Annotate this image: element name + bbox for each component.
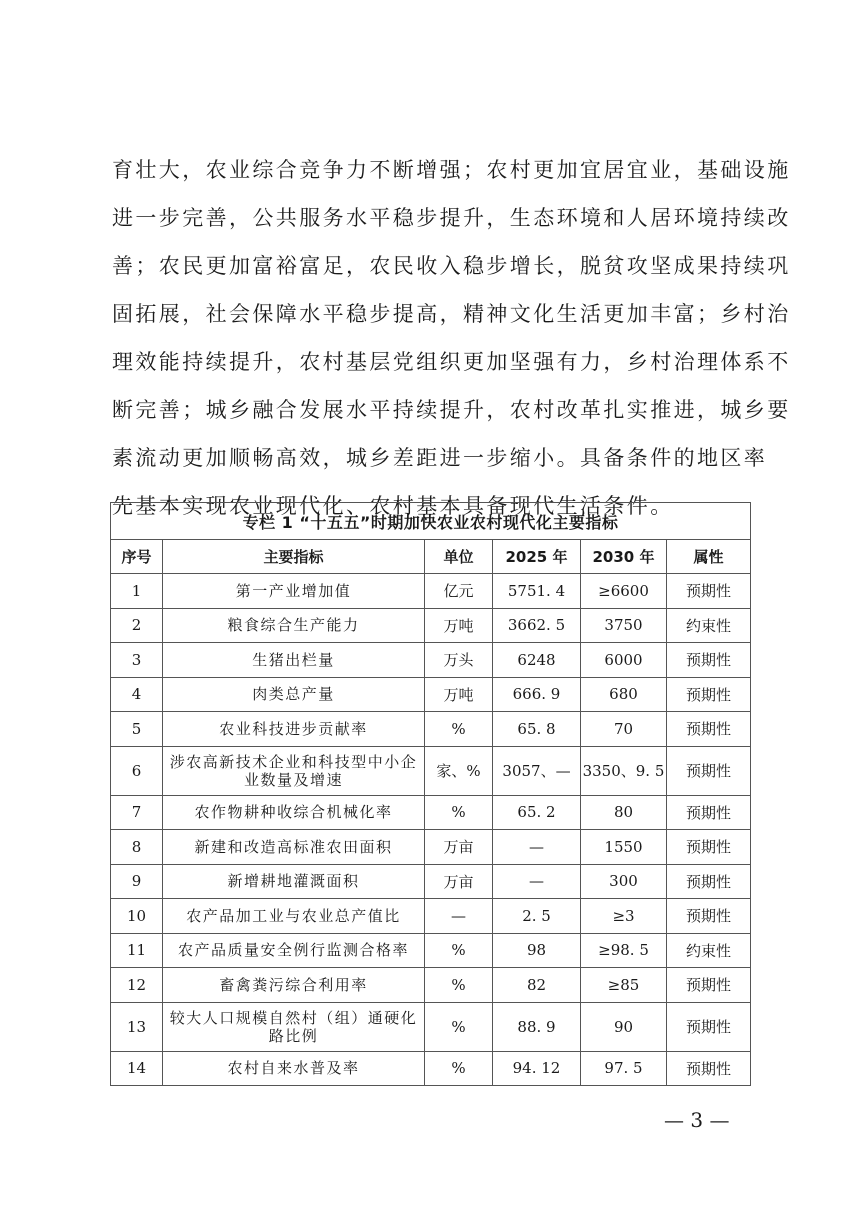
cell-attribute: 约束性 [667, 608, 751, 643]
table-row [111, 899, 751, 934]
paragraph-line: 理效能持续提升，农村基层党组织更加坚强有力，乡村治理体系不 [112, 350, 791, 374]
cell-indicator: 农作物耕种收综合机械化率 [163, 795, 425, 830]
cell-no: 3 [111, 643, 163, 678]
paragraph-line: 素流动更加顺畅高效，城乡差距进一步缩小。具备条件的地区率 [112, 446, 768, 470]
table-row [111, 608, 751, 643]
table-row [111, 830, 751, 865]
cell-2025: — [493, 830, 581, 865]
cell-2025: 98 [493, 933, 581, 968]
cell-attribute: 预期性 [667, 968, 751, 1003]
cell-attribute: 预期性 [667, 712, 751, 747]
cell-indicator: 农村自来水普及率 [163, 1051, 425, 1086]
table-row [111, 795, 751, 830]
header-indicator: 主要指标 [163, 540, 425, 574]
header-unit: 单位 [425, 540, 493, 574]
cell-2030: 3350、9. 5 [581, 746, 667, 795]
table-row [111, 1051, 751, 1086]
cell-no: 7 [111, 795, 163, 830]
paragraph-line: 善；农民更加富裕富足，农民收入稳步增长，脱贫攻坚成果持续巩 [112, 254, 791, 278]
cell-2025: 6248 [493, 643, 581, 678]
table-row [111, 643, 751, 678]
cell-attribute: 预期性 [667, 677, 751, 712]
cell-2025: 65. 8 [493, 712, 581, 747]
paragraph-line: 育壮大，农业综合竞争力不断增强；农村更加宜居宜业，基础设施 [112, 158, 791, 182]
page-number: — 3 — [664, 1108, 730, 1132]
cell-no: 8 [111, 830, 163, 865]
cell-attribute: 预期性 [667, 899, 751, 934]
cell-2030: 680 [581, 677, 667, 712]
paragraph-line: 进一步完善，公共服务水平稳步提升，生态环境和人居环境持续改 [112, 206, 791, 230]
cell-2030: 6000 [581, 643, 667, 678]
paragraph-line: 固拓展，社会保障水平稳步提高，精神文化生活更加丰富；乡村治 [112, 302, 791, 326]
body-paragraph [112, 146, 791, 530]
cell-no: 10 [111, 899, 163, 934]
cell-2025: 666. 9 [493, 677, 581, 712]
cell-2025: 5751. 4 [493, 574, 581, 609]
table-row [111, 933, 751, 968]
cell-2030: ≥6600 [581, 574, 667, 609]
cell-attribute: 预期性 [667, 643, 751, 678]
cell-attribute: 预期性 [667, 830, 751, 865]
cell-2030: ≥98. 5 [581, 933, 667, 968]
table-row [111, 1002, 751, 1051]
table-row [111, 712, 751, 747]
cell-2030: 70 [581, 712, 667, 747]
cell-indicator: 肉类总产量 [163, 677, 425, 712]
cell-no: 11 [111, 933, 163, 968]
cell-2030: 80 [581, 795, 667, 830]
cell-no: 14 [111, 1051, 163, 1086]
cell-2030: ≥85 [581, 968, 667, 1003]
paragraph-line: 先基本实现农业现代化、农村基本具备现代生活条件。 [112, 494, 674, 518]
cell-indicator: 较大人口规模自然村（组）通硬化路比例 [163, 1002, 425, 1051]
cell-indicator: 农业科技进步贡献率 [163, 712, 425, 747]
cell-unit: % [425, 1002, 493, 1051]
cell-indicator: 粮食综合生产能力 [163, 608, 425, 643]
cell-indicator: 农产品加工业与农业总产值比 [163, 899, 425, 934]
cell-2025: 82 [493, 968, 581, 1003]
cell-2030: 97. 5 [581, 1051, 667, 1086]
cell-no: 2 [111, 608, 163, 643]
cell-2030: 3750 [581, 608, 667, 643]
cell-indicator: 新增耕地灌溉面积 [163, 864, 425, 899]
table-title: 专栏 1 “十五五”时期加快农业农村现代化主要指标 [111, 503, 751, 540]
cell-indicator: 新建和改造高标准农田面积 [163, 830, 425, 865]
cell-attribute: 预期性 [667, 574, 751, 609]
table-header-row [111, 540, 751, 574]
cell-2030: 1550 [581, 830, 667, 865]
cell-indicator: 畜禽粪污综合利用率 [163, 968, 425, 1003]
cell-no: 13 [111, 1002, 163, 1051]
header-no: 序号 [111, 540, 163, 574]
cell-2025: 88. 9 [493, 1002, 581, 1051]
table-row [111, 746, 751, 795]
cell-no: 4 [111, 677, 163, 712]
cell-unit: % [425, 968, 493, 1003]
cell-no: 1 [111, 574, 163, 609]
cell-unit: % [425, 933, 493, 968]
cell-no: 9 [111, 864, 163, 899]
cell-unit: % [425, 795, 493, 830]
cell-indicator: 涉农高新技术企业和科技型中小企业数量及增速 [163, 746, 425, 795]
cell-unit: — [425, 899, 493, 934]
header-attribute: 属性 [667, 540, 751, 574]
cell-unit: % [425, 712, 493, 747]
cell-no: 6 [111, 746, 163, 795]
cell-attribute: 约束性 [667, 933, 751, 968]
cell-2025: — [493, 864, 581, 899]
cell-no: 5 [111, 712, 163, 747]
cell-unit: % [425, 1051, 493, 1086]
cell-indicator: 农产品质量安全例行监测合格率 [163, 933, 425, 968]
cell-attribute: 预期性 [667, 795, 751, 830]
header-2030: 2030 年 [581, 540, 667, 574]
table-row [111, 968, 751, 1003]
cell-unit: 万亩 [425, 864, 493, 899]
cell-unit: 亿元 [425, 574, 493, 609]
cell-2030: ≥3 [581, 899, 667, 934]
paragraph-line: 断完善；城乡融合发展水平持续提升，农村改革扎实推进，城乡要 [112, 398, 791, 422]
cell-2025: 3662. 5 [493, 608, 581, 643]
table-row [111, 677, 751, 712]
indicators-table [110, 502, 751, 1086]
table-row [111, 574, 751, 609]
cell-indicator: 生猪出栏量 [163, 643, 425, 678]
cell-attribute: 预期性 [667, 1051, 751, 1086]
cell-indicator: 第一产业增加值 [163, 574, 425, 609]
cell-unit: 万亩 [425, 830, 493, 865]
header-2025: 2025 年 [493, 540, 581, 574]
cell-unit: 万吨 [425, 608, 493, 643]
cell-unit: 家、% [425, 746, 493, 795]
cell-unit: 万头 [425, 643, 493, 678]
cell-2025: 3057、— [493, 746, 581, 795]
cell-2025: 2. 5 [493, 899, 581, 934]
cell-2030: 300 [581, 864, 667, 899]
cell-unit: 万吨 [425, 677, 493, 712]
table-row [111, 864, 751, 899]
cell-no: 12 [111, 968, 163, 1003]
cell-attribute: 预期性 [667, 864, 751, 899]
cell-attribute: 预期性 [667, 1002, 751, 1051]
cell-attribute: 预期性 [667, 746, 751, 795]
cell-2025: 65. 2 [493, 795, 581, 830]
cell-2030: 90 [581, 1002, 667, 1051]
cell-2025: 94. 12 [493, 1051, 581, 1086]
